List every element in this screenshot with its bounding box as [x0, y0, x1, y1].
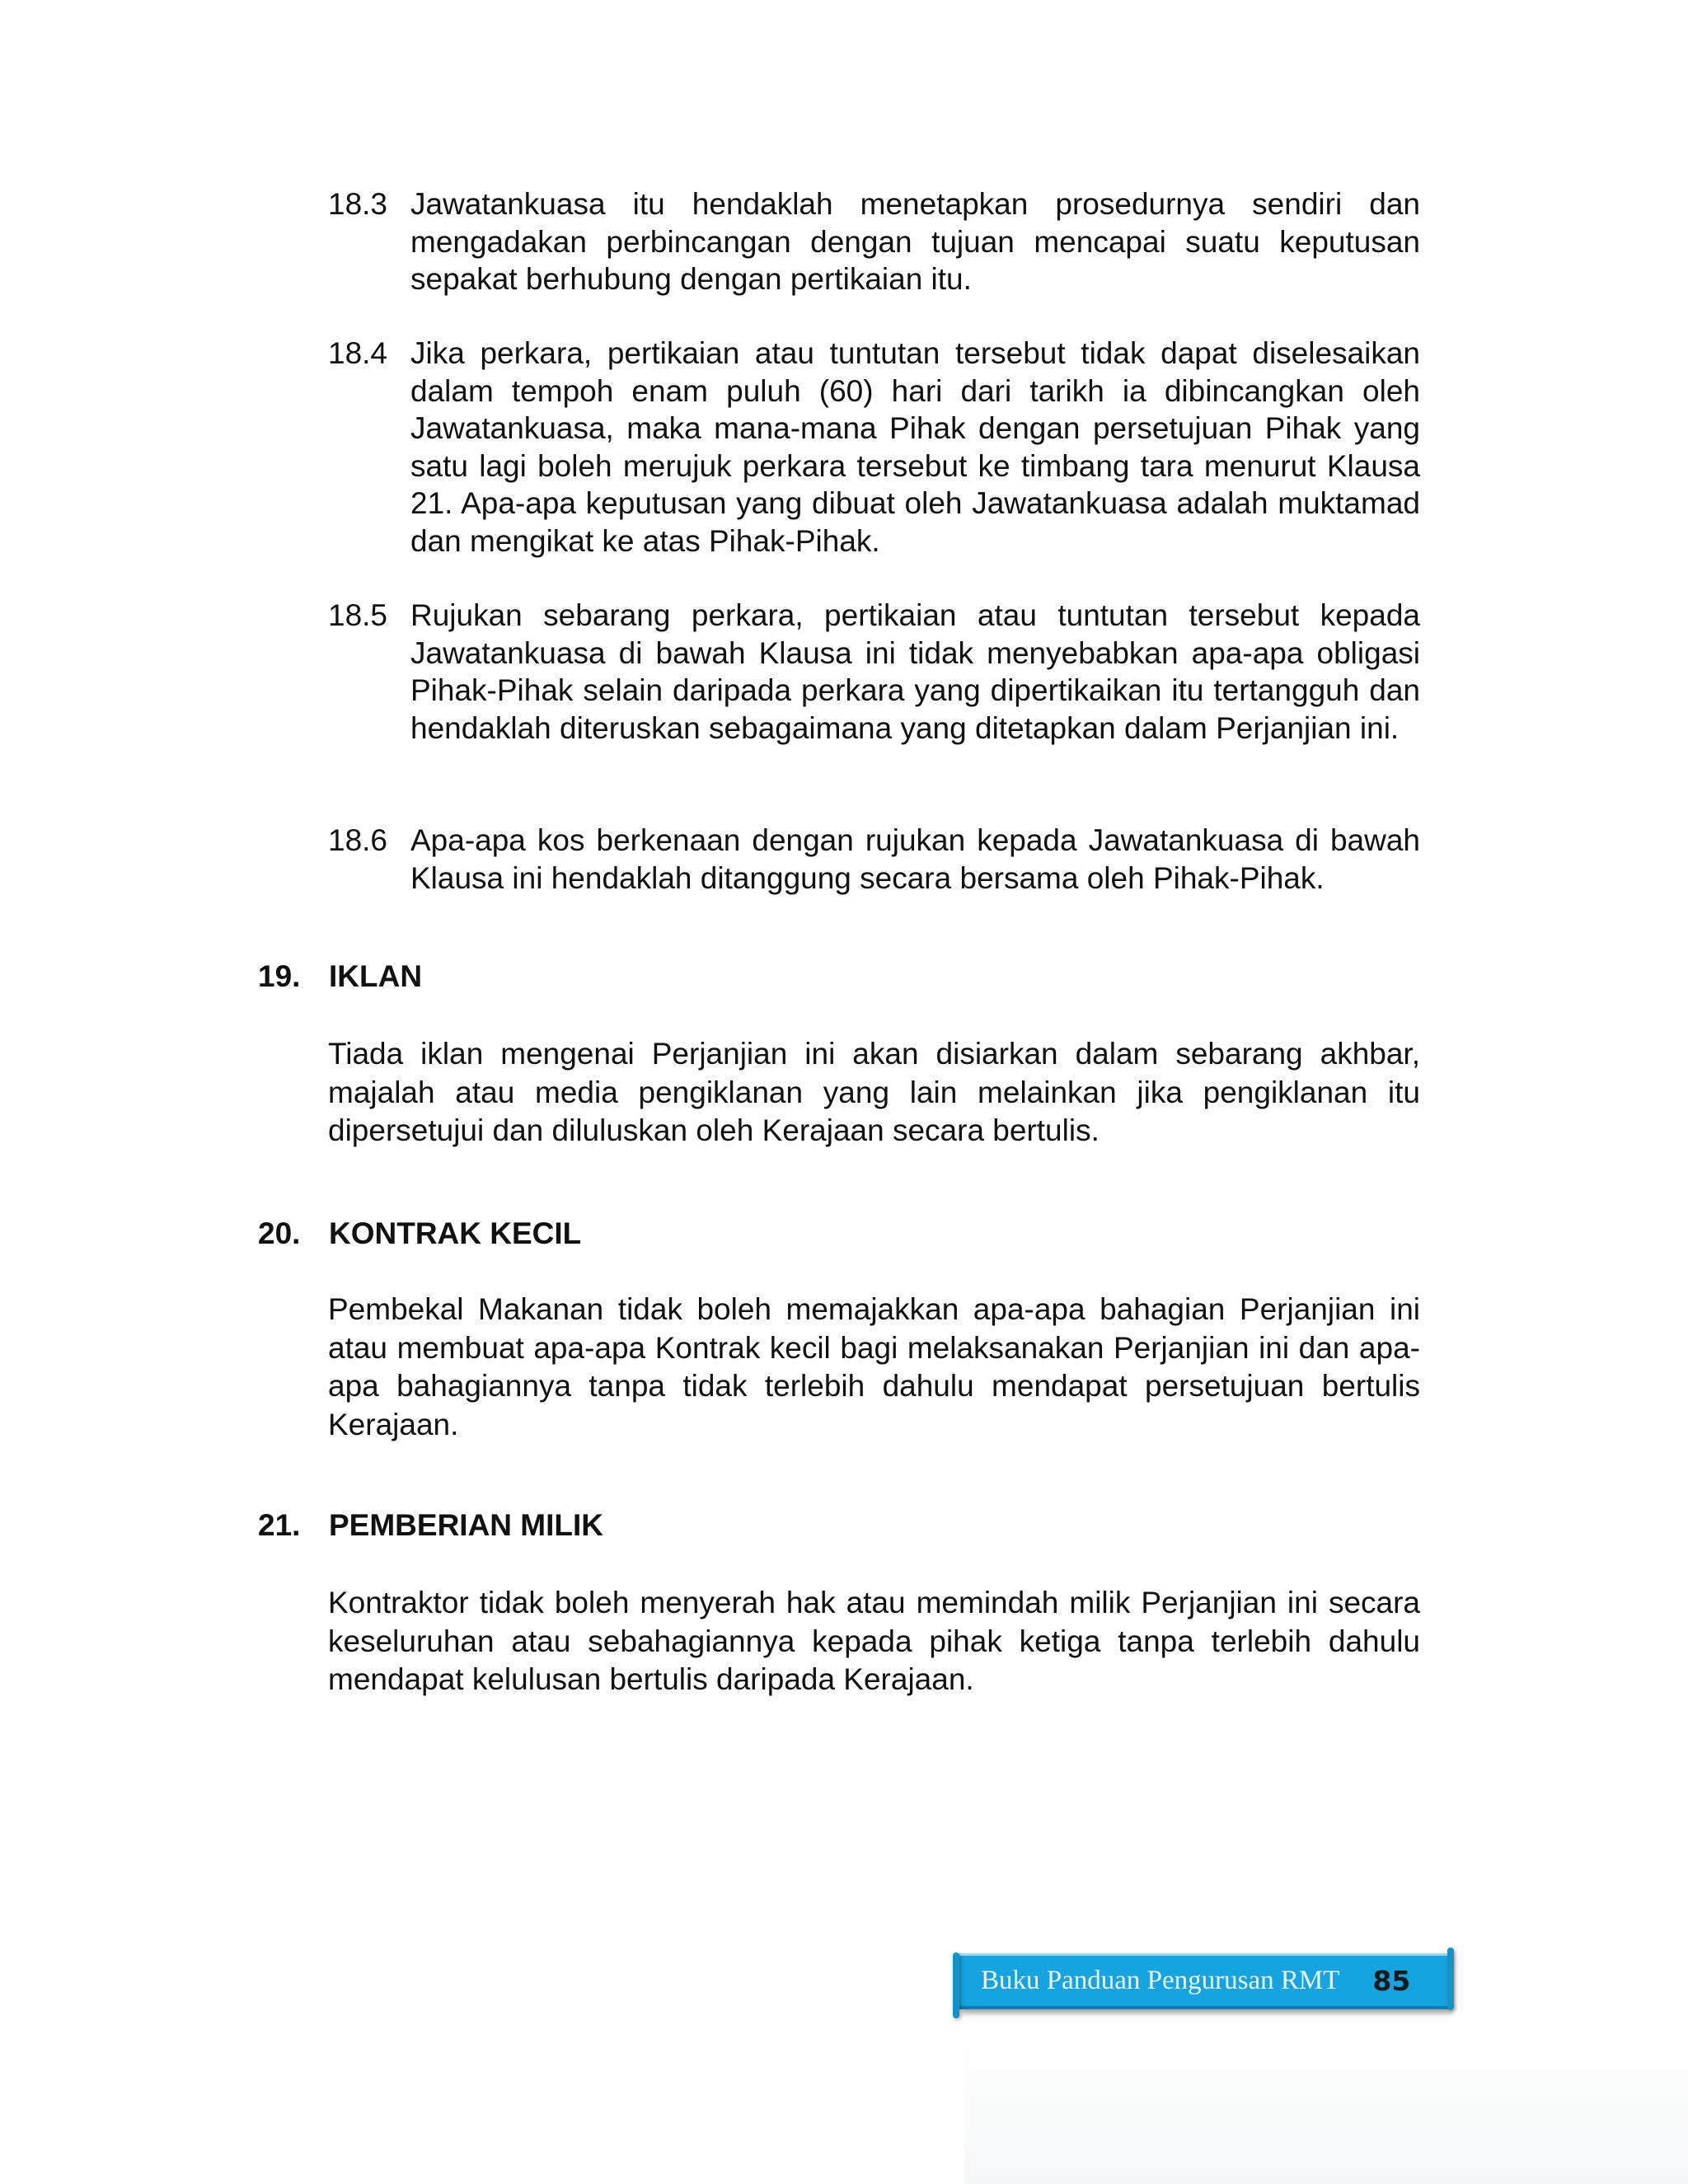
clause-18-4: [328, 335, 1420, 560]
clause-number: 18.3: [328, 187, 388, 221]
section-number: 19.: [258, 959, 301, 993]
clause-number: 18.6: [328, 823, 388, 857]
section-number: 20.: [258, 1216, 301, 1250]
section-body-21: Kontraktor tidak boleh menyerah hak atau memindah milik Perjanjian ini secara keseluruhan atau sebahagiannya kepada pihak ketiga tanpa terlebih dahulu mendapat kelulusan bertulis daripada Kerajaan.: [328, 1586, 1420, 1696]
footer-book-title: Buku Panduan Pengurusan RMT: [981, 1966, 1340, 1995]
section-heading-20: [258, 1215, 581, 1253]
clause-number: 18.4: [328, 336, 388, 370]
section-body-19: Tiada iklan mengenai Perjanjian ini akan disiarkan dalam sebarang akhbar, majalah atau media pengiklanan yang lain melainkan jika pengiklanan itu dipersetujui dan diluluskan oleh Kerajaan secara bertulis.: [328, 1037, 1420, 1147]
section-body-20: Pembekal Makanan tidak boleh memajakkan apa-apa bahagian Perjanjian ini atau membuat apa-apa Kontrak kecil bagi melaksanakan Perjanjian ini dan apa-apa bahagiannya tanpa tidak terlebih dahulu mendapat persetujuan bertulis Kerajaan.: [328, 1292, 1420, 1441]
section-title: PEMBERIAN MILIK: [329, 1508, 603, 1542]
clause-text: Jika perkara, pertikaian atau tuntutan tersebut tidak dapat diselesaikan dalam tempoh enam puluh (60) hari dari tarikh ia dibincangkan oleh Jawatankuasa, maka mana-mana Pihak dengan persetujuan Pihak yang satu lagi boleh merujuk perkara tersebut ke timbang tara menurut Klausa 21. Apa-apa keputusan yang dibuat oleh Jawatankuasa adalah muktamad dan mengikat ke atas Pihak-Pihak.: [410, 336, 1420, 558]
clause-18-5: [328, 597, 1420, 747]
section-title: IKLAN: [329, 959, 423, 993]
clause-18-3: [328, 185, 1420, 298]
section-heading-19: [258, 958, 422, 996]
section-number: 21.: [258, 1508, 301, 1542]
clause-18-6: [328, 822, 1420, 897]
clause-text: Apa-apa kos berkenaan dengan rujukan kepada Jawatankuasa di bawah Klausa ini hendaklah ditanggung secara bersama oleh Pihak-Pihak.: [410, 823, 1420, 895]
clause-text: Rujukan sebarang perkara, pertikaian atau tuntutan tersebut kepada Jawatankuasa di bawah Klausa ini tidak menyebabkan apa-apa obligasi Pihak-Pihak selain daripada perkara yang dipertikaikan itu tertangguh dan hendaklah diteruskan sebagaimana yang ditetapkan dalam Perjanjian ini.: [410, 598, 1420, 745]
section-title: KONTRAK KECIL: [329, 1216, 582, 1250]
section-heading-21: [258, 1507, 603, 1544]
page-corner-shade: [964, 2019, 1688, 2184]
page-number: 85: [1372, 1965, 1411, 1997]
footer-banner: [958, 1953, 1449, 2009]
clause-number: 18.5: [328, 598, 388, 632]
clause-text: Jawatankuasa itu hendaklah menetapkan prosedurnya sendiri dan mengadakan perbincangan dengan tujuan mencapai suatu keputusan sepakat berhubung dengan pertikaian itu.: [410, 187, 1420, 296]
